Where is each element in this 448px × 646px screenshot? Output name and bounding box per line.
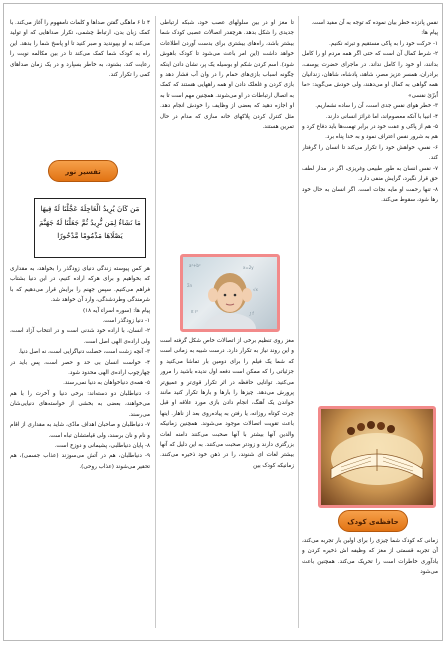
svg-text:Σn: Σn <box>187 283 193 288</box>
right-paragraph: ۲- شرط کمال آن است که حتی اگر همه مردم او را کامل بدانند، او خود را کامل نداند. در ماجرای حضرت یوسف، برادران، همسر عزیز مصر، شاهد، پادشاه، شاهان، زندانیان همه گواهی به کمال او می‌دهند، ولی خودش می‌گوید: «ما اُبرّئ نفسی» <box>302 51 438 99</box>
right-paragraph: پیام ها: <box>421 30 438 37</box>
middle-column-lower <box>160 336 294 628</box>
left-intro: ۴ تا ۶ ماهگی گفتن صداها و کلمات نامفهوم را آغاز می‌کند. با کمک زبان بدن، ارتباط چشمی، تکرار صداهایی که او تولید می‌کند به او بپیوندید و صبر کنید تا او پاسخ شما را بدهد. این راه به کودک شما کمک می‌کند تا در بین مکالمه نوبت را رعایت کند. بشنود، به خاطر بسپارد و در یک زمان صداهای کمی را تکرار کند. <box>10 20 150 79</box>
right-paragraph: ۷- نفس انسان به طور طبیعی وغریزی، اگر در مدار لطف حق قرار نگیرد، گرایش منفی دارد. <box>302 165 438 183</box>
svg-text:π r²: π r² <box>191 309 198 314</box>
left-paragraph: ۸- پایان دنیاطلبی، پشیمانی و دوزخ است. <box>54 442 150 449</box>
left-paragraph: ۵- همه‌ی دنیاخواهان به دنیا نمی‌رسند. <box>63 380 150 387</box>
left-paragraph: ۲- انسان، با اراده خود شدنی است و در انتخاب آزاد است، ولی اراده‌ی الهی اصل است. <box>10 328 150 345</box>
column-divider <box>155 16 156 628</box>
middle-paragraph: تا مغز او در بین سلولهای عصب خود، شبکه ارتباطی جدیدی را شکل بدهد. هرچقدر اتصالات عصبی کودک شما بیشتر باشد، راه‌های بیشتری برای بدست آوردن اطلاعات خواهد داشت (این امر باعث می‌شود تا کودک باهوش شود). اسم کردن شکم او بوسیله یک پر، نشان دادن اینکه چگونه اسباب بازی‌های حمام را در وان آب فشار دهد و بازی کردن و غلغلک دادن او همه راههایی هستند که کمک به اتصال ارتباطات در او می‌شوند. همچنین مهم است تا به او اجازه دهید که بعضی از وظایف را خودش انجام دهد. مثل کنترل کردن پلاکهای خانه سازی که مدام در حال تمرین هستند. <box>160 20 294 131</box>
left-column-upper <box>10 18 150 148</box>
svg-text:a²+b²: a²+b² <box>189 263 201 268</box>
open-book-image <box>321 409 433 505</box>
right-paragraph: ۱- حرکت خود را به پاکی مستقیم و تبرئه نکنیم. <box>329 40 438 47</box>
right-paragraph: ۸- تنها رحمت او مایه نجات است. اگر انسان به حال خود رها شود، سقوط می‌کند. <box>302 186 438 203</box>
right-column <box>302 18 438 402</box>
right-column-lower <box>302 536 438 628</box>
right-paragraph: زمانی که کودک شما چیزی را برای اولین بار تجربه می‌کند، آن تجربه قسمتی از مغز که وظیفه اش ذخیره کردن و یادآوری خاطرات است را تحریک می‌کند. همچنین باعث می‌شود <box>302 538 438 576</box>
svg-text:∫ f: ∫ f <box>249 311 254 316</box>
left-column-lower <box>10 264 150 628</box>
girl-image <box>183 257 277 329</box>
left-paragraph: ۴- خواست انسان بی حد و حصر است، پس باید در چهارچوب اراده‌ی الهی محدود شود. <box>10 359 150 377</box>
svg-text:x=2y: x=2y <box>243 265 254 270</box>
left-paragraph: ۳- آنچه زشت است، خصلت دنیاگرایی است، نه اصل دنیا. <box>18 349 150 356</box>
right-paragraph: ۵- هم از پاکی و عفت خود در برابر تهمت‌ها باید دفاع کرد و هم به شرور نفس اعتراف نمود و به خدا پناه برد. <box>302 124 438 141</box>
left-paragraph: ۱- دنیا زودگذر است. <box>102 318 150 325</box>
left-paragraph: ۷- دنیاطلبان و صاحبان اهداف مادّی، شاید به مقداری از اقام و نام و نان برسند، ولی قیامتشان تباه است. <box>10 422 150 439</box>
left-paragraph: ۹- دنیاطلبان، هم در آتش می‌سوزند (عذاب جسمی)، هم تحقیر می‌شوند (عذاب روحی). <box>10 453 150 470</box>
column-divider <box>298 16 299 628</box>
middle-column-upper <box>160 18 294 250</box>
right-paragraph: نفس پانزده خطر بیان نموده که توجه به آن مفید است. <box>311 20 438 26</box>
right-paragraph: ۳- خطر هوای نفس جدی است، آن را ساده نشماریم. <box>315 103 438 110</box>
left-paragraph: هر کس پیوسته زندگی دنیای زودگذر را بخواهد، به مقداری که بخواهیم و برای هرکه اراده کنیم، در این دنیا بشتاب فراهم می‌کنیم. سپس جهنم را برایش قرار می‌دهیم که با شرمندگی وطردشدگی، وارد آن خواهد شد. <box>10 266 150 304</box>
open-book-photo <box>318 406 436 508</box>
svg-text:√x: √x <box>253 287 258 292</box>
middle-paragraph: مغز روی تنظیم برخی از اتصالات خاص شکل گرفته است و این روند نیاز به تکرار دارد. درست شبیه به زمانی است که شما یک فیلم را برای دومین بار تماشا می‌کنید و جزئیاتی را که ممکن است دفعه اول ندیده باشید را مرور می‌کنید. توانایی حافظه در اثر تکرار قوی‌تر و عمیق‌تر پرورش می‌دهد. چیزها را بارها و بارها تکرار کنید مانند خواندن یک آهنگ، انجام دادن بازی مورد علاقه او قبل چرت کوتاه روزانه، یا رفتن به پیاده‌روی بعد از ناهار. اینها باعث تقویت اتصالات موجود می‌شوند. همچنین زمانیکه والدین آنها بیشتر با آنها صحبت می‌کنند دامنه لغات بزرگتری دارند و زودتر صحبت می‌کنند. به این دلیل که آنها بیشتر لغات ای شنوند، را در ذهن خود ذخیره می‌کنند. زمانیکه کودک بین <box>160 338 294 469</box>
quran-verse-box: مَن كَانَ يُرِيدُ الْعَاجِلَةَ عَجَّلْنَا لَهُ فِيهَا مَا نَشَاءُ لِمَن نُّرِيدُ ثُمَّ جَعَلْنَا لَهُ جَهَنَّمَ يَصْلَاهَا مَذْمُومًا مَّدْحُورًا <box>34 198 146 258</box>
tafsir-section-badge: تفسیر نور <box>48 160 118 182</box>
left-paragraph: پیام ها: (سوره اسراء آیه ۱۸) <box>82 307 150 314</box>
right-paragraph: ۴- انبیا با آنکه معصوم‌اند، اما غرائز انسانی دارند. <box>325 113 438 120</box>
left-paragraph: ۶- دنیاطلبان دو دسته‌اند: برخی دنیا و آخرت را با هم می‌خواهند، بعضی به بخشی از خواسته‌های دنیایی‌شان می‌رسند. <box>10 390 150 418</box>
memory-section-badge: حافظه‌ی کودک <box>338 510 408 532</box>
thinking-girl-photo <box>180 254 280 332</box>
right-paragraph: ۶- نفس، خواهش خود را تکرار می‌کند تا انسان را گرفتار کند. <box>302 144 438 162</box>
